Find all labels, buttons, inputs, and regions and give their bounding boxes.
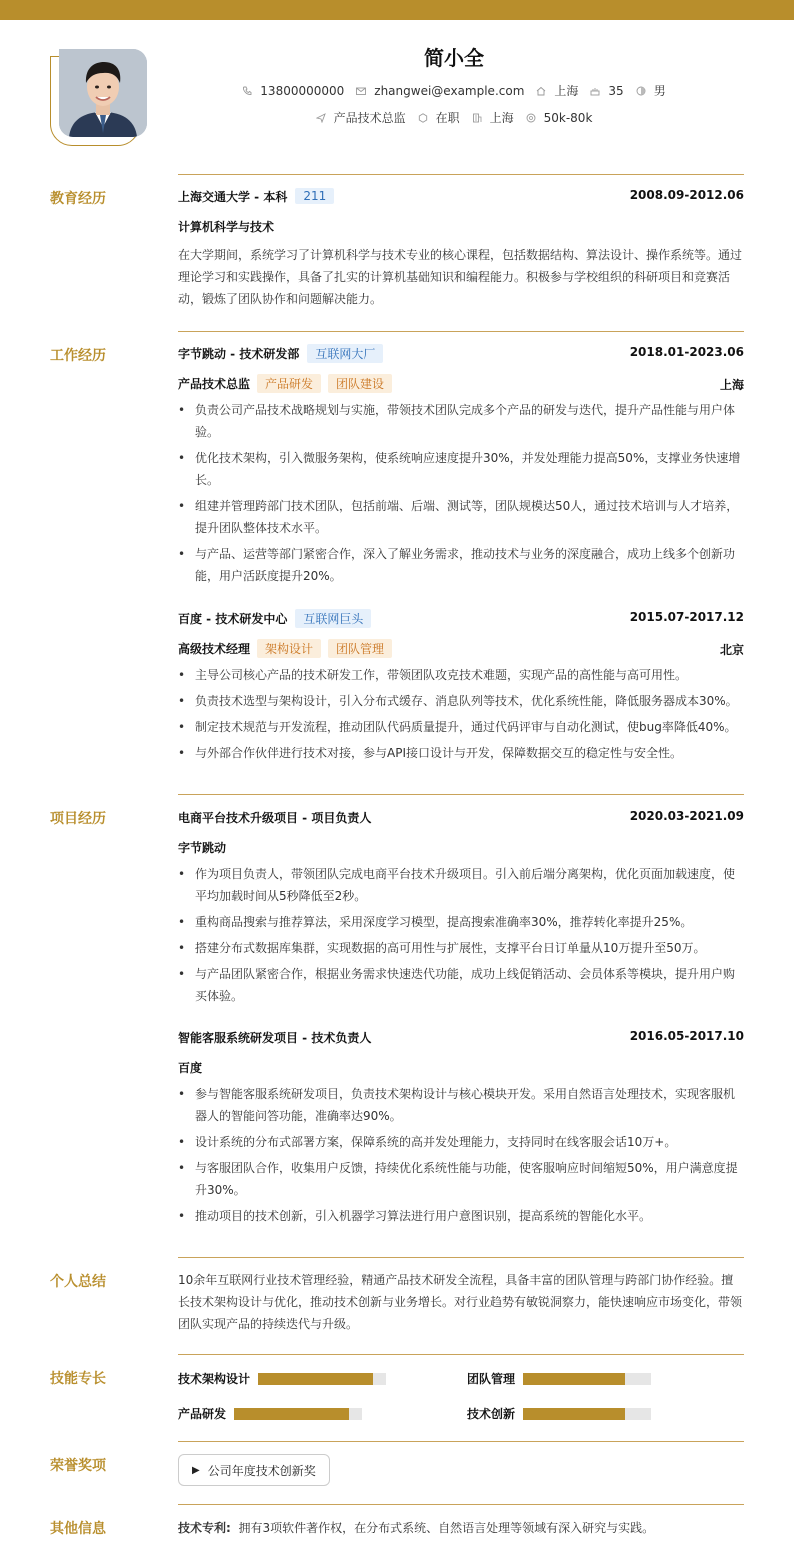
skill-tag: 团队建设 [328,374,392,393]
work-location: 上海 [719,378,744,392]
status-text: 在职 [435,111,460,125]
other-section [178,1519,744,1537]
company-name: 字节跳动 - 技术研发部 [178,346,300,361]
patent-text: 拥有3项软件著作权，在分布式系统、自然语言处理等领域有深入研究与实践。 [238,1521,655,1535]
phone-text: 13800000000 [260,83,345,98]
skill-bar-fill [523,1373,625,1385]
email-icon [356,86,366,96]
company-tag: 互联网巨头 [295,609,371,628]
age-info [590,84,623,98]
other-info [178,1519,744,1537]
section-divider [178,331,744,332]
gender-icon [636,86,646,96]
honors-section-title: 荣誉奖项 [50,1458,106,1474]
list-item: • 与外部合作伙伴进行技术对接，参与API接口设计与开发，保障数据交互的稳定性与安全性。 [178,742,744,764]
target-city-info [472,109,514,126]
education-item-head [178,186,744,206]
skill-bar-fill [258,1373,373,1385]
email-text: zhangwei@example.com [374,83,525,98]
skill-bar-fill [523,1408,625,1420]
list-item: • 主导公司核心产品的技术研发工作，带领团队攻克技术难题，实现产品的高性能与高可用性。 [178,664,744,686]
project-bullets [178,863,744,1007]
position-info [316,109,406,126]
section-divider [178,794,744,795]
project-date: 2016.05-2017.10 [629,1029,744,1043]
list-item: • 推动项目的技术创新，引入机器学习算法进行用户意图识别，提高系统的智能化水平。 [178,1205,744,1227]
award-name: 公司年度技术创新奖 [207,1463,316,1478]
education-date: 2008.09-2012.06 [629,188,744,202]
other-section-title: 其他信息 [50,1521,106,1537]
skill-tag: 产品研发 [257,374,321,393]
list-item: • 组建并管理跨部门技术团队，包括前端、后端、测试等，团队规模达50人，通过技术培训与人才培养，提升团队整体技术水平。 [178,495,744,539]
project-item [178,1027,744,1231]
company-name: 百度 - 技术研发中心 [178,611,288,626]
skill-bar [523,1373,651,1385]
patent-label: 技术专利: [178,1521,231,1535]
skill-bar [258,1373,386,1385]
gender-info [636,82,666,99]
company-tag: 互联网大厂 [307,344,383,363]
list-item: • 重构商品搜索与推荐算法，采用深度学习模型，提高搜索准确率30%，推荐转化率提升25%。 [178,911,744,933]
skill-name: 技术架构设计 [178,1372,251,1386]
project-bullets [178,1083,744,1227]
section-divider [178,1504,744,1505]
list-item: • 优化技术架构，引入微服务架构，使系统响应速度提升30%，并发处理能力提高50%，支撑业务快速增长。 [178,447,744,491]
skill-name: 技术创新 [467,1407,516,1421]
project-item [178,807,744,1011]
work-section-title: 工作经历 [50,348,106,364]
home-icon [536,86,546,96]
cake-icon [590,86,600,96]
list-item: • 作为项目负责人，带领团队完成电商平台技术升级项目。引入前后端分离架构，优化页面加载速度，使平均加载时间从5秒降低至2秒。 [178,863,744,907]
top-accent-bar [0,0,794,20]
section-divider [178,174,744,175]
list-item: • 设计系统的分布式部署方案，保障系统的高并发处理能力，支持同时在线客服会话10万+。 [178,1131,744,1153]
status-info [418,109,460,126]
skill-item [178,1370,386,1387]
skill-item [467,1405,651,1422]
send-icon [316,113,326,123]
school-tag: 211 [295,188,334,204]
section-divider [178,1354,744,1355]
work-item-head [178,343,744,363]
education-section-title: 教育经历 [50,191,106,207]
resume-header [0,20,794,170]
work-item-head [178,608,744,628]
work-position-row [178,373,744,393]
section-divider [178,1441,744,1442]
work-date: 2018.01-2023.06 [629,345,744,359]
summary-text: 10余年互联网行业技术管理经验，精通产品技术研发全流程，具备丰富的团队管理与跨部门协作经验。擅长技术架构设计与优化，推动技术创新与业务增长。对行业趋势有敏锐洞察力，能快速响应市场变化，带领团队实现产品的持续迭代与升级。 [178,1273,743,1331]
project-item-head [178,807,744,827]
list-item: • 与产品团队紧密合作，根据业务需求快速迭代功能，成功上线促销活动、会员体系等模块，提升用户购买体验。 [178,963,744,1007]
skill-bar-fill [234,1408,349,1420]
list-item: • 与产品、运营等部门紧密合作，深入了解业务需求，推动技术与业务的深度融合，成功上线多个创新功能，用户活跃度提升20%。 [178,543,744,587]
work-location: 北京 [719,643,744,657]
city-text: 上海 [554,84,579,98]
education-major-row [178,216,744,236]
education-section [178,186,744,310]
summary-section [178,1269,744,1335]
project-company-row [178,837,744,857]
project-company: 百度 [178,1060,203,1075]
list-item: • 负责技术选型与架构设计，引入分布式缓存、消息队列等技术，优化系统性能，降低服务器成本30%。 [178,690,744,712]
skill-item [467,1370,651,1387]
phone-info [242,84,344,98]
position-title: 产品技术总监 [178,376,251,391]
position-title: 高级技术经理 [178,641,251,656]
award-item[interactable] [178,1454,330,1486]
city-info [536,82,578,99]
skill-bar [234,1408,362,1420]
summary-section-title: 个人总结 [50,1274,106,1290]
play-triangle-icon: ▶ [192,1464,200,1476]
skills-section-title: 技能专长 [50,1371,106,1387]
candidate-name: 简小全 [424,46,484,70]
school-name: 上海交通大学 - 本科 [178,189,288,204]
phone-icon [242,86,252,96]
building-icon [472,113,482,123]
hexagon-icon [418,113,428,123]
project-company-row [178,1057,744,1077]
position-text: 产品技术总监 [333,111,406,125]
target-city-text: 上海 [489,111,514,125]
email-info [356,84,524,98]
project-name: 电商平台技术升级项目 - 项目负责人 [178,810,372,825]
list-item: • 制定技术规范与开发流程，推动团队代码质量提升，通过代码评审与自动化测试，使bug率降低40%。 [178,716,744,738]
list-item: • 搭建分布式数据库集群，实现数据的高可用性与扩展性，支撑平台日订单量从10万提升至50万。 [178,937,744,959]
salary-text: 50k-80k [543,110,593,125]
skill-name: 团队管理 [467,1372,516,1386]
work-item [178,343,744,591]
skill-bar [523,1408,651,1420]
gender-text: 男 [653,84,666,98]
skill-tag: 架构设计 [257,639,321,658]
skill-name: 产品研发 [178,1407,227,1421]
projects-section-title: 项目经历 [50,811,106,827]
job-intent-row [0,109,794,126]
age-text: 35 [608,83,624,98]
work-bullets [178,664,744,764]
list-item: • 与客服团队合作，收集用户反馈，持续优化系统性能与功能，使客服响应时间缩短50%，用户满意度提升30%。 [178,1157,744,1201]
contact-row [0,82,794,99]
work-item [178,608,744,768]
project-company: 字节跳动 [178,840,227,855]
section-divider [178,1257,744,1258]
coin-icon [526,113,536,123]
work-date: 2015.07-2017.12 [629,610,744,624]
project-date: 2020.03-2021.09 [629,809,744,823]
major-name: 计算机科学与技术 [178,219,275,234]
skill-tag: 团队管理 [328,639,392,658]
list-item: • 参与智能客服系统研发项目，负责技术架构设计与核心模块开发。采用自然语言处理技术，实现客服机器人的智能问答功能，准确率达90%。 [178,1083,744,1127]
education-description: 在大学期间，系统学习了计算机科学与技术专业的核心课程，包括数据结构、算法设计、操作系统等。通过理论学习和实践操作，具备了扎实的计算机基础知识和编程能力。积极参与学校组织的科研项目和竞赛活动，锻炼了团队协作和问题解决能力。 [178,248,743,306]
salary-info [526,111,593,125]
work-bullets [178,399,744,587]
project-name: 智能客服系统研发项目 - 技术负责人 [178,1030,372,1045]
work-position-row [178,638,744,658]
project-item-head [178,1027,744,1047]
skill-item [178,1405,362,1422]
list-item: • 负责公司产品技术战略规划与实施，带领技术团队完成多个产品的研发与迭代，提升产品性能与用户体验。 [178,399,744,443]
